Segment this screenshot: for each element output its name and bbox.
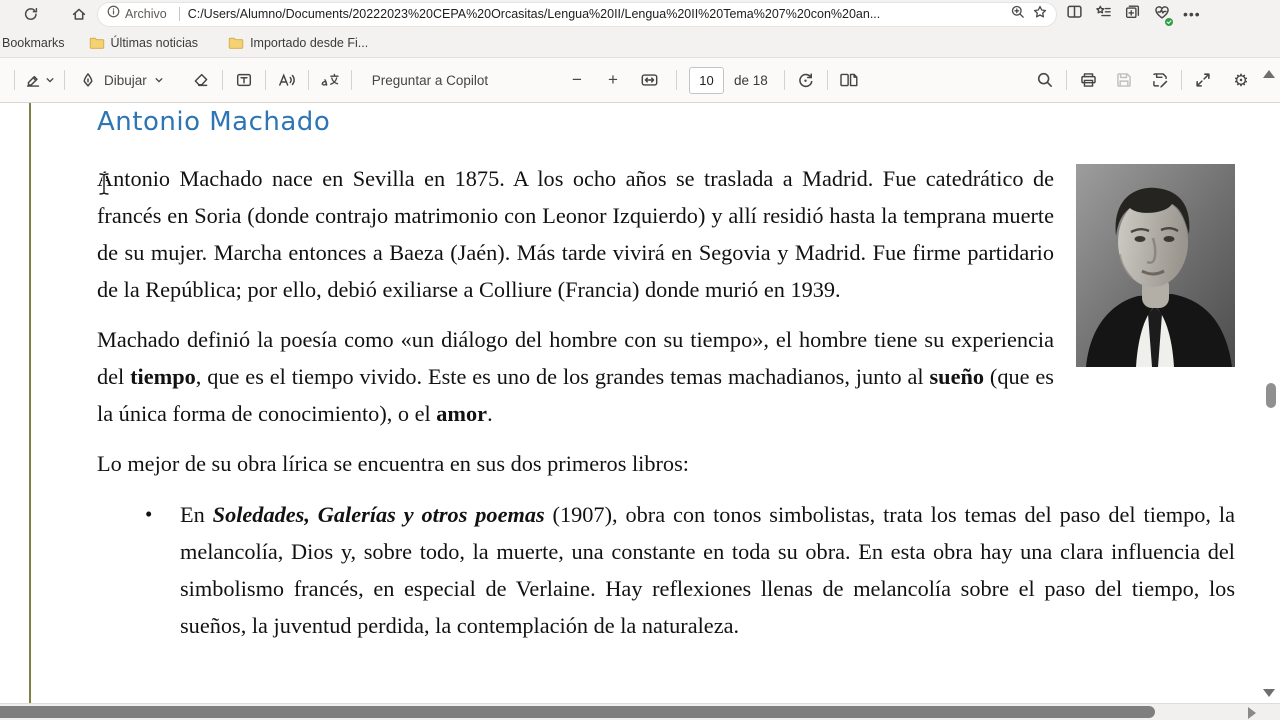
- favorite-star-icon[interactable]: [1032, 4, 1048, 25]
- toolbar-divider: [14, 70, 15, 90]
- print-button[interactable]: [1073, 64, 1103, 96]
- text-box-icon: [235, 71, 253, 89]
- folder-icon: [228, 36, 244, 50]
- page-number-input[interactable]: 10: [689, 67, 724, 94]
- document-title: Antonio Machado: [97, 107, 331, 137]
- info-icon[interactable]: [106, 4, 121, 24]
- paragraph-poetics: Machado definió la poesía como «un diálogo del hombre con su tiempo», el hombre tiene su experiencia del tiempo, que es el tiempo vivido. Este es uno de los grandes temas machadianos, junto al sueño (que es la única forma de conocimiento), o el amor.: [97, 327, 1054, 426]
- toolbar-divider: [1181, 70, 1182, 90]
- pdf-toolbar: [0, 58, 1280, 103]
- address-scheme-label: Archivo: [125, 7, 167, 21]
- page-view-icon: [839, 71, 859, 89]
- vertical-scrollbar-thumb[interactable]: [1266, 383, 1276, 408]
- bookmark-folder-label: Últimas noticias: [110, 35, 199, 50]
- folder-icon: [89, 36, 105, 50]
- add-text-button[interactable]: [229, 64, 259, 96]
- toolbar-divider: [676, 70, 677, 90]
- page-total-label: de 18: [734, 72, 768, 88]
- scroll-down-arrow[interactable]: [1263, 689, 1275, 697]
- browser-essentials-icon[interactable]: [1153, 3, 1171, 26]
- bullet-marker: •: [145, 502, 153, 526]
- save-icon: [1115, 71, 1133, 89]
- search-icon: [1036, 71, 1054, 89]
- bookmarks-bar: [0, 28, 1280, 58]
- chevron-down-icon: [45, 75, 55, 85]
- zoom-indicator-icon[interactable]: [1010, 4, 1026, 25]
- address-bar[interactable]: [98, 3, 1056, 26]
- eraser-button[interactable]: [186, 64, 216, 96]
- read-aloud-button[interactable]: [272, 64, 302, 96]
- expand-icon: [1194, 71, 1212, 89]
- toolbar-divider: [265, 70, 266, 90]
- portrait-image: [1076, 164, 1235, 367]
- split-screen-icon[interactable]: [1066, 3, 1083, 25]
- favorites-list-icon[interactable]: [1095, 3, 1112, 25]
- translate-icon: [320, 71, 340, 89]
- list-item-soledades: • En Soledades, Galerías y otros poemas (1907), obra con tonos simbolistas, trata los temas del paso del tiempo, la melancolía, Dios y, sobre todo, la muerte, una constante en toda su obra. En esta obra hay una clara influencia del simbolismo francés, en especial de Verlaine. Hay reflexiones llenas de melancolía sobre el paso del tiempo, los sueños, la juventud perdida, la contemplación de la naturaleza.: [97, 496, 1235, 644]
- horizontal-scrollbar-thumb[interactable]: [0, 706, 1155, 718]
- draw-tool-button[interactable]: [71, 64, 172, 96]
- essentials-check-badge: [1165, 18, 1173, 26]
- draw-label: Dibujar: [104, 72, 147, 88]
- chevron-down-icon: [154, 75, 164, 85]
- paragraph-bio: Antonio Machado nace en Sevilla en 1875. A los ocho años se traslada a Madrid. Fue catedrático de francés en Soria (donde contrajo matrimonio con Leonor Izquierdo) y allí residió hasta la temprana muerte de su mujer. Marcha entonces a Baeza (Jaén). Más tarde vivirá en Segovia y Madrid. Fue firme partidario de la República; por ello, debió exiliarse a Colliure (Francia) donde murió en 1939.: [97, 166, 1054, 302]
- paragraph-intro-books: Lo mejor de su obra lírica se encuentra en sus dos primeros libros:: [97, 451, 689, 476]
- address-url[interactable]: C:/Users/Alumno/Documents/20222023%20CEPA%20Orcasitas/Lengua%20II/Lengua%20II%20Tema%207%20con%20an...: [187, 7, 881, 21]
- toolbar-divider: [1066, 70, 1067, 90]
- bookmarks-label: Bookmarks: [2, 35, 65, 50]
- toolbar-divider: [351, 70, 352, 90]
- save-as-button[interactable]: [1145, 64, 1175, 96]
- toolbar-divider: [64, 70, 65, 90]
- rotate-button[interactable]: [791, 64, 821, 96]
- save-button: [1109, 64, 1139, 96]
- fit-width-icon: [640, 71, 659, 89]
- refresh-icon[interactable]: [16, 1, 46, 27]
- text-cursor: [96, 171, 112, 202]
- collections-icon[interactable]: [1124, 3, 1141, 25]
- toolbar-divider: [827, 70, 828, 90]
- search-button[interactable]: [1030, 64, 1060, 96]
- pdf-page[interactable]: [0, 103, 1280, 703]
- rotate-icon: [796, 71, 815, 90]
- bookmark-folder-importado[interactable]: [220, 33, 376, 53]
- highlight-tool-button[interactable]: [21, 64, 58, 96]
- browser-top-bar: [0, 0, 1280, 28]
- book-title: Soledades, Galerías y otros poemas: [212, 502, 545, 527]
- print-icon: [1079, 71, 1098, 89]
- fullscreen-button[interactable]: [1188, 64, 1218, 96]
- translate-button[interactable]: [315, 64, 345, 96]
- page-view-button[interactable]: [834, 64, 864, 96]
- bookmark-folder-label: Importado desde Fi...: [250, 35, 369, 50]
- zoom-in-button[interactable]: +: [608, 70, 618, 89]
- scroll-right-arrow[interactable]: [1248, 707, 1256, 719]
- scroll-up-arrow[interactable]: [1263, 70, 1275, 78]
- eraser-icon: [192, 71, 210, 89]
- address-divider: [179, 7, 180, 21]
- toolbar-divider: [222, 70, 223, 90]
- bookmark-folder-ultimas-noticias[interactable]: [81, 33, 207, 53]
- pen-nib-icon: [79, 71, 97, 89]
- settings-gear-icon[interactable]: ⚙: [1233, 70, 1249, 90]
- more-menu-icon[interactable]: •••: [1183, 6, 1201, 22]
- toolbar-divider: [784, 70, 785, 90]
- highlighter-icon: [24, 71, 42, 89]
- zoom-out-button[interactable]: −: [572, 70, 582, 89]
- ask-copilot-button[interactable]: [358, 64, 502, 96]
- save-as-icon: [1151, 71, 1169, 89]
- toolbar-divider: [308, 70, 309, 90]
- page-border-line: [29, 103, 31, 703]
- home-icon[interactable]: [64, 1, 94, 27]
- fit-to-width-button[interactable]: [634, 64, 664, 96]
- read-aloud-icon: [277, 71, 296, 89]
- copilot-label: Preguntar a Copilot: [371, 72, 489, 88]
